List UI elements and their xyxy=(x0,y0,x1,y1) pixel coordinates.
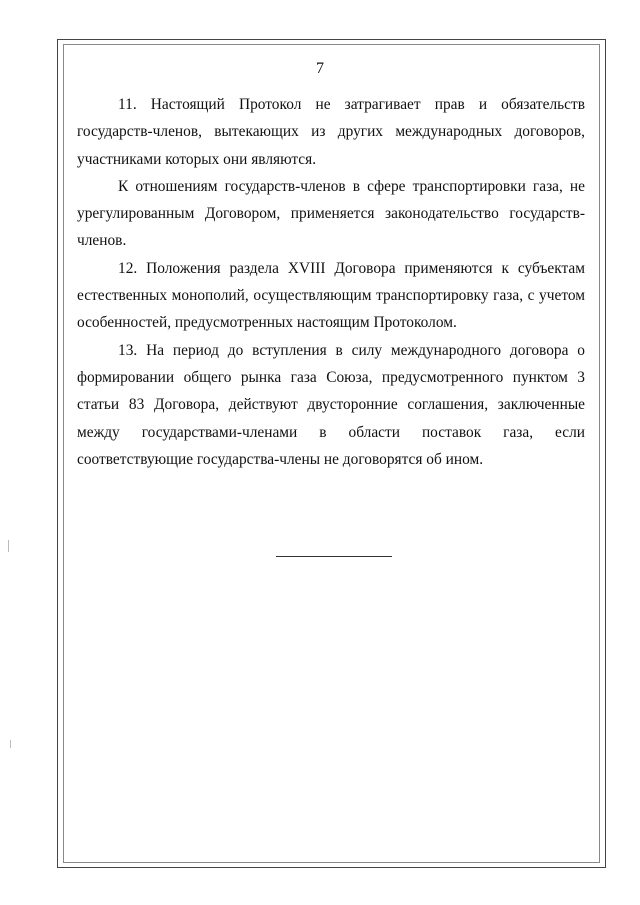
scan-speck xyxy=(8,540,9,552)
paragraph-11: 11. Настоящий Протокол не затрагивает прав и обязательств государств-членов, вытекающих из других международных договоров, участниками которых они являются. xyxy=(77,96,585,168)
document-body xyxy=(77,91,585,473)
paragraph-12: 12. Положения раздела XVIII Договора применяются к субъектам естественных монополий, осуществляющим транспортировку газа, с учетом особенностей, предусмотренных настоящим Протоколом. xyxy=(77,259,585,332)
paragraph-11-continued: К отношениям государств-членов в сфере транспортировки газа, не урегулированным Договором, применяется законодательство государств-членов. xyxy=(77,177,585,250)
page-number: 7 xyxy=(316,60,324,77)
end-separator-line xyxy=(276,556,392,557)
paragraph-13: 13. На период до вступления в силу международного договора о формировании общего рынка газа Союза, предусмотренного пунктом 3 статьи 83 Договора, действуют двусторонние соглашения, заключенные между государствами-членами в области поставок газа, если соответствующие государства-члены не договорятся об ином. xyxy=(77,341,585,468)
scan-speck xyxy=(10,740,11,748)
